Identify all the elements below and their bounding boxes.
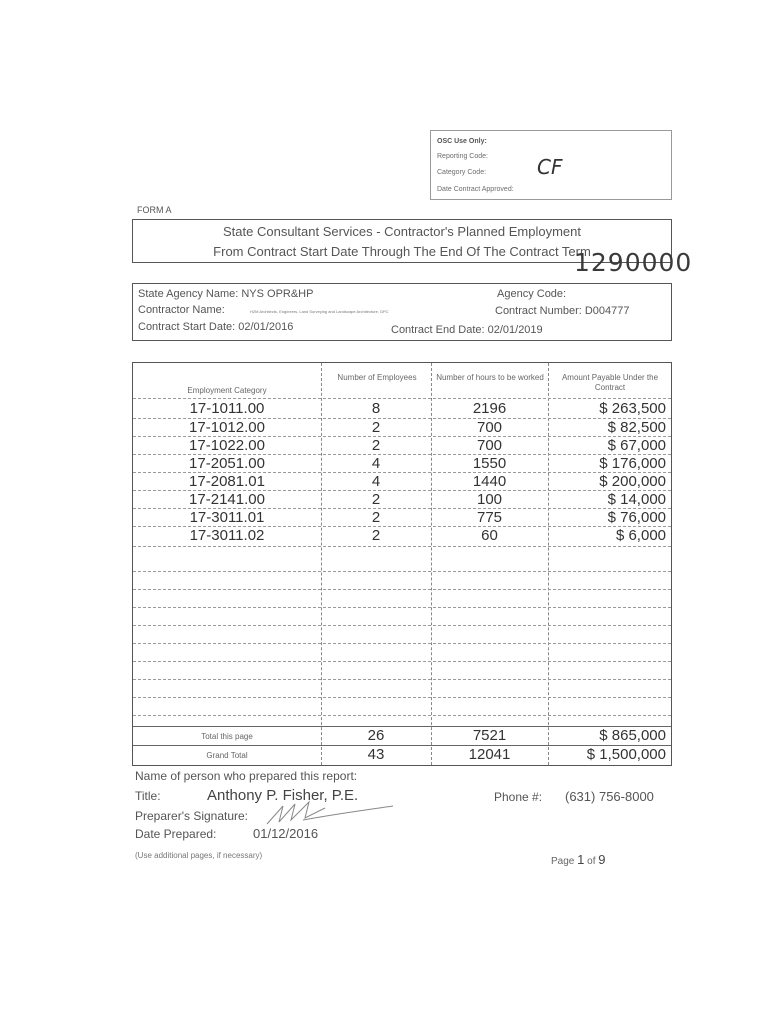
cell-hours: 60 <box>481 527 498 544</box>
cell-category: 17-2081.01 <box>189 473 265 490</box>
cell-employees: 2 <box>371 437 381 454</box>
osc-title: OSC Use Only: <box>437 138 487 145</box>
row-line <box>133 571 671 572</box>
cell-category: 17-2141.00 <box>189 491 265 508</box>
handwritten-total: 1290000 <box>574 248 693 277</box>
preparer-name: Anthony P. Fisher, P.E. <box>207 787 359 804</box>
row-line <box>133 697 671 698</box>
contract-info-box <box>132 283 672 341</box>
cell-amount: $ 200,000 <box>599 473 666 490</box>
row-line <box>133 625 671 626</box>
cell-employees: 4 <box>371 455 381 472</box>
agency-name: State Agency Name: NYS OPR&HP <box>138 288 314 300</box>
header-amount: Amount Payable Under the Contract <box>561 373 659 392</box>
total-page-employees: 26 <box>367 727 385 744</box>
row-line <box>133 679 671 680</box>
prepared-by-label: Name of person who prepared this report: <box>135 769 358 783</box>
row-line <box>133 398 671 399</box>
cell-category: 17-3011.02 <box>189 527 265 544</box>
cell-hours: 1550 <box>472 455 507 472</box>
header-hours: Number of hours to be worked <box>436 373 544 382</box>
cell-amount: $ 6,000 <box>615 527 666 544</box>
date-prepared-label: Date Prepared: <box>135 827 217 841</box>
reporting-code-label: Reporting Code: <box>437 153 488 160</box>
agency-code: Agency Code: <box>497 288 567 300</box>
cell-amount: $ 176,000 <box>599 455 666 472</box>
contract-start-date: Contract Start Date: 02/01/2016 <box>138 321 294 333</box>
cell-hours: 100 <box>476 491 503 508</box>
cell-hours: 775 <box>476 509 503 526</box>
additional-pages-note: (Use additional pages, if necessary) <box>135 851 263 860</box>
contractor-name-label: Contractor Name: <box>138 304 225 316</box>
header-category: Employment Category <box>187 386 267 395</box>
cell-category: 17-1022.00 <box>189 437 265 454</box>
cell-employees: 2 <box>371 527 381 544</box>
cell-hours: 700 <box>476 419 503 436</box>
grand-total-label: Grand Total <box>206 751 248 760</box>
page-number: 1 <box>577 852 585 867</box>
cell-employees: 8 <box>371 400 381 417</box>
total-page-amount: $ 865,000 <box>599 727 666 744</box>
grand-total-amount: $ 1,500,000 <box>586 746 666 763</box>
page-label: Page <box>551 856 575 867</box>
total-page-label: Total this page <box>201 732 253 741</box>
title-label: Title: <box>135 789 161 803</box>
cell-category: 17-2051.00 <box>189 455 265 472</box>
cell-hours: 2196 <box>472 400 507 417</box>
contract-number: Contract Number: D004777 <box>495 305 630 317</box>
date-approved-label: Date Contract Approved: <box>437 186 514 193</box>
contract-end-date: Contract End Date: 02/01/2019 <box>391 324 543 336</box>
page-indicator <box>551 852 606 867</box>
signature-label: Preparer's Signature: <box>135 809 249 823</box>
grand-total-employees: 43 <box>367 746 385 763</box>
page-total: 9 <box>598 852 606 867</box>
category-code-label: Category Code: <box>437 169 487 176</box>
form-label: FORM A <box>137 205 172 215</box>
page-of: of <box>587 856 596 867</box>
cell-employees: 2 <box>371 419 381 436</box>
date-prepared: 01/12/2016 <box>253 826 319 841</box>
row-line <box>133 607 671 608</box>
cell-category: 17-1012.00 <box>189 419 265 436</box>
cell-employees: 2 <box>371 509 381 526</box>
cell-amount: $ 82,500 <box>607 419 666 436</box>
cell-amount: $ 14,000 <box>607 491 666 508</box>
row-line <box>133 643 671 644</box>
form-title-line1: State Consultant Services - Contractor's Planned Employment <box>223 224 581 239</box>
cell-amount: $ 263,500 <box>599 400 666 417</box>
contractor-name: H2M Architects, Engineers, Land Surveying and Landscape Architecture, DPC <box>250 309 389 314</box>
cell-hours: 700 <box>476 437 503 454</box>
row-line <box>133 715 671 716</box>
cell-hours: 1440 <box>472 473 507 490</box>
cell-employees: 2 <box>371 491 381 508</box>
grand-total-hours: 12041 <box>468 746 511 763</box>
row-line <box>133 661 671 662</box>
osc-use-box <box>430 130 672 200</box>
total-page-hours: 7521 <box>472 727 507 744</box>
cell-amount: $ 76,000 <box>607 509 666 526</box>
cell-category: 17-1011.00 <box>189 400 265 417</box>
form-title-line2: From Contract Start Date Through The End Of The Contract Term <box>213 244 591 259</box>
cell-amount: $ 67,000 <box>607 437 666 454</box>
category-code-value: CF <box>537 155 563 179</box>
phone-label: Phone #: <box>494 790 543 804</box>
cell-category: 17-3011.01 <box>189 509 265 526</box>
cell-employees: 4 <box>371 473 381 490</box>
row-line <box>133 589 671 590</box>
phone-number: (631) 756-8000 <box>565 789 654 804</box>
header-employees: Number of Employees <box>337 373 417 382</box>
row-line <box>133 546 671 547</box>
employment-table <box>132 362 672 766</box>
